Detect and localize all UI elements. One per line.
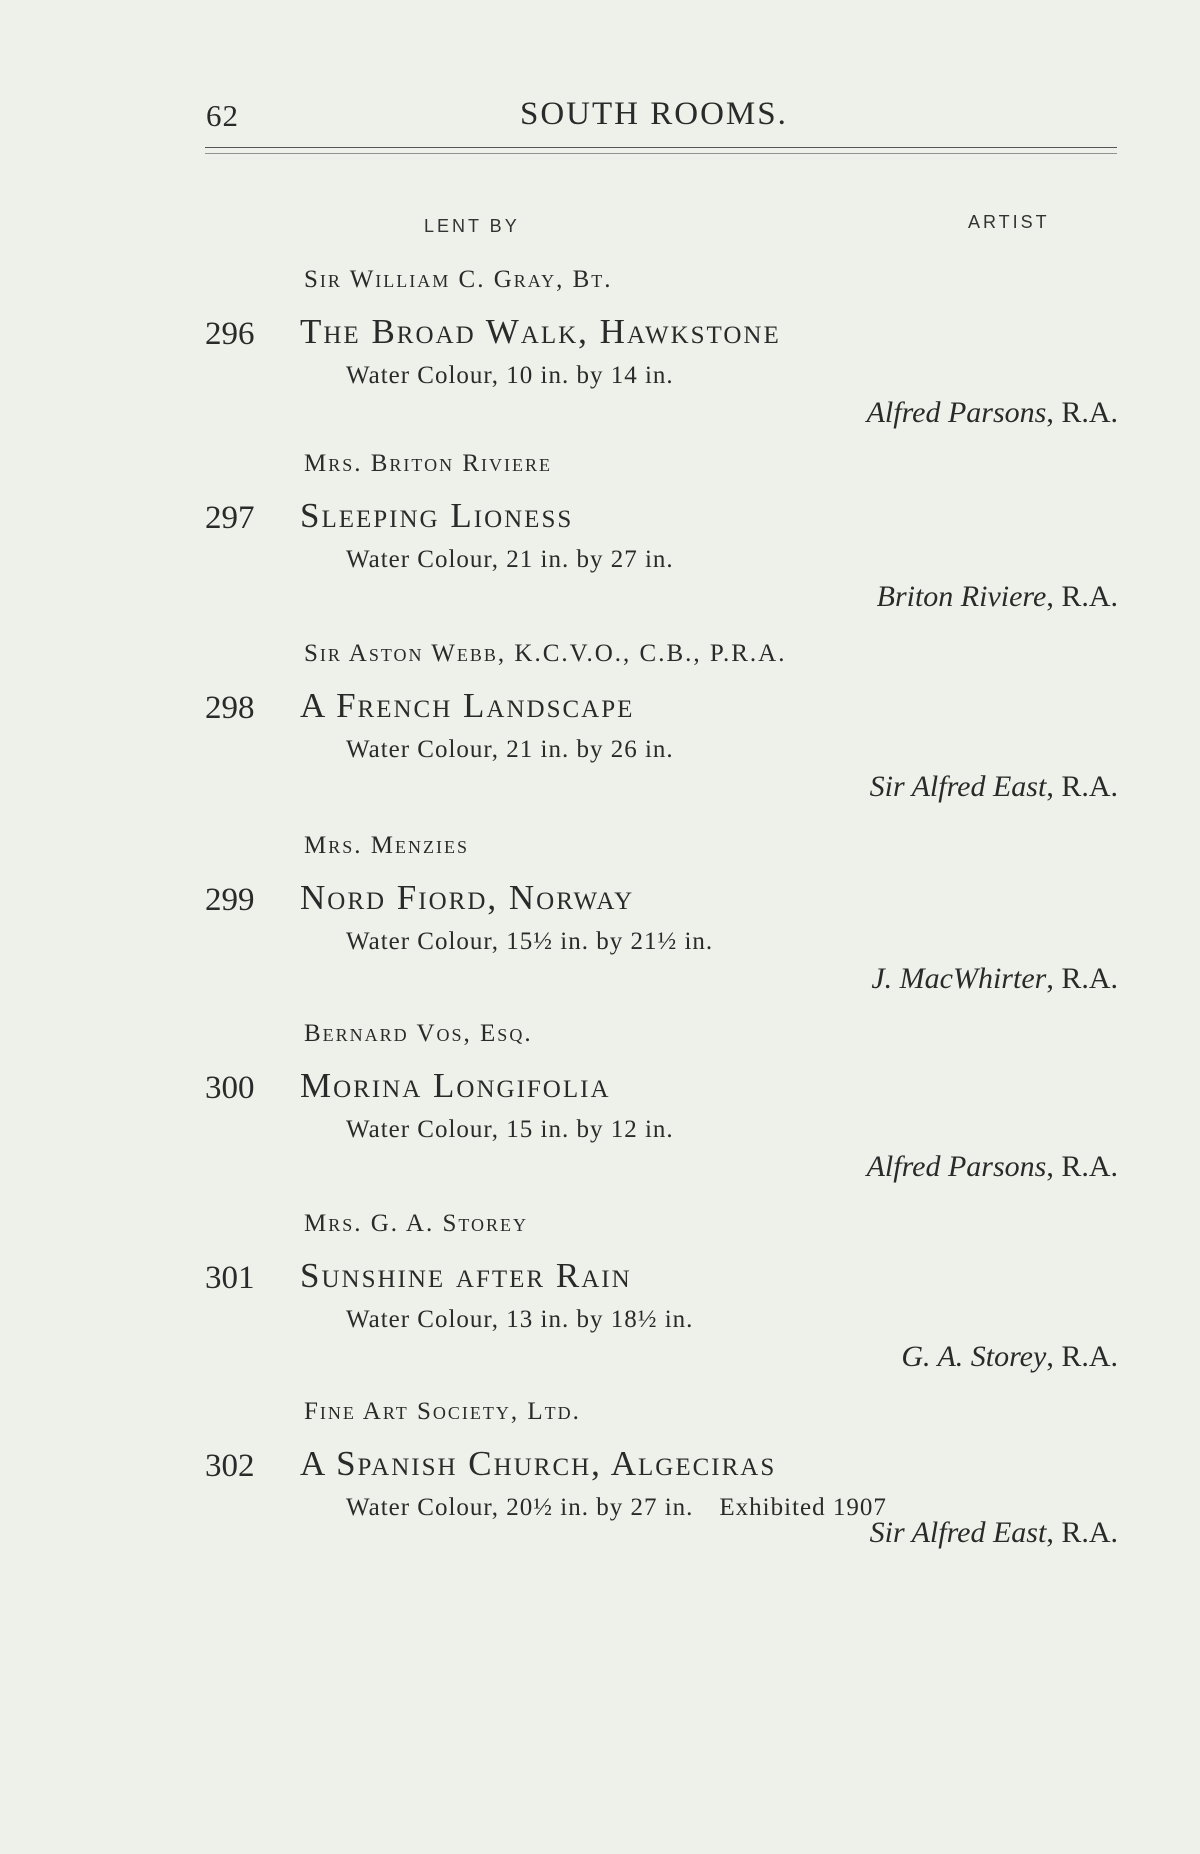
entry-medium-text: Water Colour, 13 in. by 18½ in. — [346, 1306, 694, 1333]
entry-artist-suffix: , R.A. — [1046, 580, 1118, 613]
entry-title: Sleeping Lioness — [300, 496, 574, 535]
entry-artist — [870, 1516, 1118, 1550]
entry-artist-name: Sir Alfred East — [869, 1516, 1047, 1549]
entry-title: Nord Fiord, Norway — [300, 878, 635, 917]
entry-artist-name: J. MacWhirter — [871, 962, 1047, 995]
entry-artist-name: Alfred Parsons — [866, 1150, 1047, 1183]
entry-artist — [867, 396, 1118, 430]
entry-number: 297 — [205, 500, 255, 536]
catalogue-entry — [0, 266, 1200, 446]
entry-medium — [346, 362, 674, 390]
entry-lender: Bernard Vos, Esq. — [304, 1020, 533, 1047]
entry-medium — [346, 1116, 674, 1144]
entry-medium — [346, 928, 713, 956]
entry-lender: Mrs. Menzies — [304, 832, 469, 859]
entry-title: Sunshine after Rain — [300, 1256, 632, 1295]
catalogue-entry — [0, 640, 1200, 820]
header-rule — [205, 147, 1117, 148]
header-rule-secondary — [205, 153, 1117, 154]
entry-title: The Broad Walk, Hawkstone — [300, 312, 781, 351]
entry-medium — [346, 1306, 693, 1334]
entry-title: A French Landscape — [300, 686, 635, 725]
entry-number: 301 — [205, 1260, 255, 1296]
entry-number: 298 — [205, 690, 255, 726]
entry-artist — [877, 580, 1118, 614]
column-heading-lent-by: LENT BY — [424, 216, 520, 236]
entry-artist-name: Briton Riviere — [876, 580, 1047, 613]
entry-artist-name: Sir Alfred East — [869, 770, 1047, 803]
page-title: SOUTH ROOMS. — [520, 96, 788, 132]
entry-number: 300 — [205, 1070, 255, 1106]
entry-artist-suffix: , R.A. — [1046, 396, 1118, 429]
entry-lender: Sir Aston Webb, K.C.V.O., C.B., P.R.A. — [304, 640, 787, 667]
entry-medium-text: Water Colour, 15½ in. by 21½ in. — [346, 928, 714, 955]
entry-number: 302 — [205, 1448, 255, 1484]
entry-title: A Spanish Church, Algeciras — [300, 1444, 777, 1483]
entry-artist — [867, 1150, 1118, 1184]
entry-artist-suffix: , R.A. — [1046, 770, 1118, 803]
entry-medium-text: Water Colour, 10 in. by 14 in. — [346, 362, 674, 389]
entry-artist-suffix: , R.A. — [1046, 962, 1118, 995]
entry-lender: Mrs. Briton Riviere — [304, 450, 552, 477]
entry-medium — [346, 546, 674, 574]
entry-number: 299 — [205, 882, 255, 918]
catalogue-entry — [0, 832, 1200, 1012]
catalogue-entry — [0, 450, 1200, 630]
entry-medium-text: Water Colour, 20½ in. by 27 in. — [346, 1494, 694, 1521]
entry-medium-text: Water Colour, 15 in. by 12 in. — [346, 1116, 674, 1143]
entry-artist — [871, 962, 1118, 996]
column-heading-artist: ARTIST — [968, 212, 1050, 232]
entry-medium — [346, 736, 674, 764]
entry-medium-text: Water Colour, 21 in. by 27 in. — [346, 546, 674, 573]
entry-artist — [870, 770, 1118, 804]
entry-artist-suffix: , R.A. — [1046, 1516, 1118, 1549]
entry-artist — [901, 1340, 1118, 1374]
entry-artist-name: Alfred Parsons — [866, 396, 1047, 429]
catalogue-entry — [0, 1020, 1200, 1200]
page-number: 62 — [206, 98, 239, 133]
entry-lender: Sir William C. Gray, Bt. — [304, 266, 613, 293]
entry-lender: Fine Art Society, Ltd. — [304, 1398, 581, 1425]
catalogue-entry — [0, 1210, 1200, 1390]
entry-artist-suffix: , R.A. — [1046, 1150, 1118, 1183]
catalogue-entry — [0, 1398, 1200, 1578]
entry-lender: Mrs. G. A. Storey — [304, 1210, 529, 1237]
entry-exhibited: Exhibited 1907 — [719, 1494, 887, 1521]
entry-title: Morina Longifolia — [300, 1066, 611, 1105]
entry-artist-name: G. A. Storey — [901, 1340, 1047, 1373]
entry-medium — [346, 1494, 887, 1522]
entry-medium-text: Water Colour, 21 in. by 26 in. — [346, 736, 674, 763]
entry-artist-suffix: , R.A. — [1046, 1340, 1118, 1373]
entry-number: 296 — [205, 316, 255, 352]
